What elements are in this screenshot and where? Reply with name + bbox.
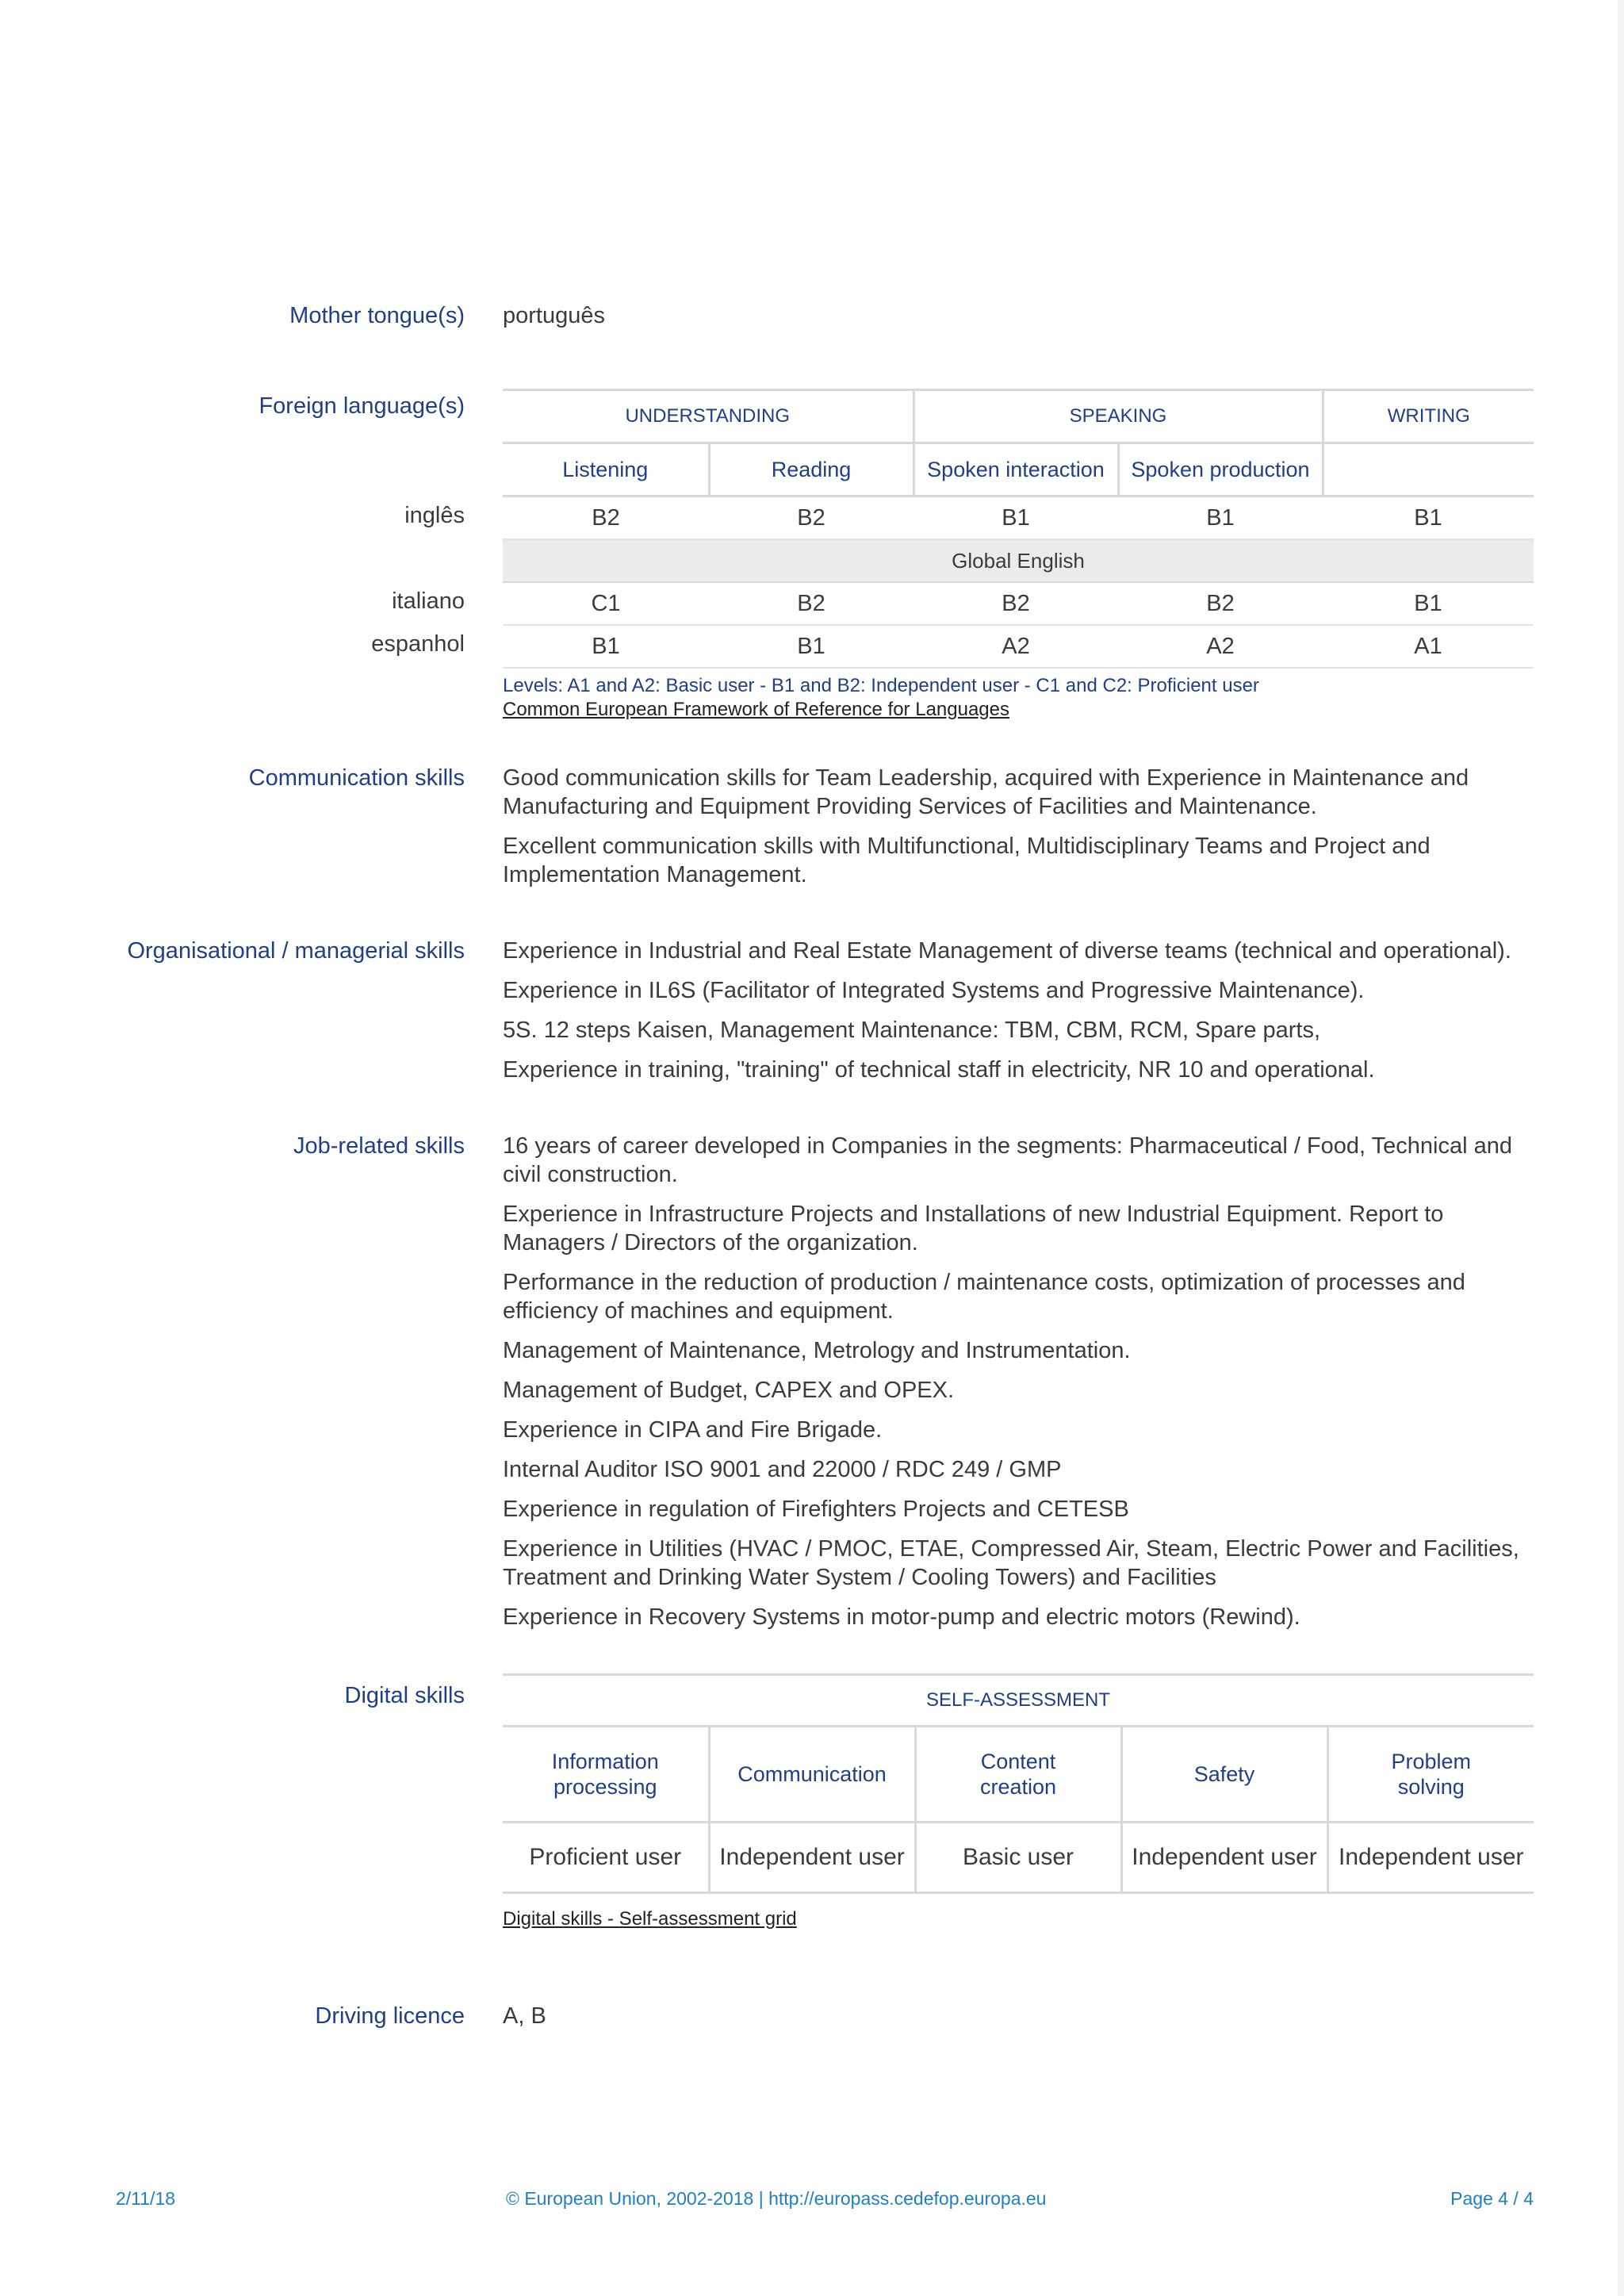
paragraph: Internal Auditor ISO 9001 and 22000 / RDC 249 / GMP bbox=[503, 1457, 1062, 1482]
paragraph: Performance in the reduction of production / maintenance costs, optimization of processes and efficiency of machines and equipment. bbox=[503, 1270, 1465, 1324]
paragraph: Excellent communication skills with Multifunctional, Multidisciplinary Teams and Project and Implementation Management. bbox=[503, 834, 1431, 887]
writing-subheader-empty bbox=[1323, 443, 1534, 496]
level-cell: B2 bbox=[709, 496, 914, 540]
paragraph: Experience in Utilities (HVAC / PMOC, ETAE, Compressed Air, Steam, Electric Power and Facilities, Treatment and Drinking Water System / Cooling Towers) and Facilities bbox=[503, 1536, 1519, 1590]
level-cell: B2 bbox=[914, 582, 1118, 625]
digital-level-cell: Independent user bbox=[1121, 1823, 1327, 1893]
footer-copyright[interactable]: © European Union, 2002-2018 | http://europass.cedefop.europa.eu bbox=[506, 2188, 1047, 2209]
self-assessment-grid-link[interactable]: Digital skills - Self-assessment grid bbox=[503, 1908, 797, 1930]
writing-header: WRITING bbox=[1323, 390, 1534, 443]
self-assessment-header-row bbox=[503, 1675, 1534, 1727]
language-table-header bbox=[503, 390, 1534, 443]
table-row bbox=[503, 1823, 1534, 1893]
paragraph: 5S. 12 steps Kaisen, Management Maintenance: TBM, CBM, RCM, Spare parts, bbox=[503, 1018, 1321, 1043]
driving-licence-label: Driving licence bbox=[315, 2003, 465, 2029]
safety-header: Safety bbox=[1121, 1727, 1327, 1823]
foreign-languages-label: Foreign language(s) bbox=[259, 393, 465, 419]
digital-skills-label: Digital skills bbox=[344, 1683, 465, 1708]
organisational-skills-content bbox=[503, 937, 1534, 1095]
paragraph: Experience in Industrial and Real Estate Management of diverse teams (technical and operational). bbox=[503, 938, 1511, 964]
paragraph: Experience in Infrastructure Projects and Installations of new Industrial Equipment. Report to Managers / Directors of the organization. bbox=[503, 1202, 1444, 1255]
level-cell: A1 bbox=[1323, 625, 1534, 668]
cefr-link[interactable]: Common European Framework of Reference for Languages bbox=[503, 699, 1009, 720]
level-cell: B1 bbox=[1118, 496, 1323, 540]
spoken-production-header: Spoken production bbox=[1118, 443, 1323, 496]
paragraph: Experience in regulation of Firefighters Projects and CETESB bbox=[503, 1497, 1129, 1522]
organisational-skills-label: Organisational / managerial skills bbox=[127, 938, 465, 964]
language-name: espanhol bbox=[371, 631, 465, 657]
paragraph: Management of Maintenance, Metrology and Instrumentation. bbox=[503, 1338, 1131, 1363]
level-cell: B1 bbox=[709, 625, 914, 668]
page-edge-shadow bbox=[1618, 0, 1624, 2296]
understanding-header: UNDERSTANDING bbox=[503, 390, 914, 443]
certificate-cell: Global English bbox=[503, 539, 1534, 582]
table-row bbox=[503, 496, 1534, 540]
paragraph: Experience in IL6S (Facilitator of Integrated Systems and Progressive Maintenance). bbox=[503, 978, 1365, 1003]
mother-tongue-label: Mother tongue(s) bbox=[289, 303, 465, 328]
digital-skills-table bbox=[503, 1673, 1534, 1894]
digital-level-cell: Basic user bbox=[915, 1823, 1121, 1893]
level-cell: B1 bbox=[1323, 496, 1534, 540]
mother-tongue-value: português bbox=[503, 303, 605, 328]
level-cell: B1 bbox=[503, 625, 709, 668]
certificate-row bbox=[503, 539, 1534, 582]
digital-skills-columns bbox=[503, 1727, 1534, 1823]
self-assessment-header: SELF-ASSESSMENT bbox=[503, 1675, 1534, 1727]
digital-level-cell: Independent user bbox=[1327, 1823, 1534, 1893]
digital-level-cell: Independent user bbox=[709, 1823, 915, 1893]
communication-header: Communication bbox=[709, 1727, 915, 1823]
content-creation-header: Content creation bbox=[915, 1727, 1121, 1823]
level-cell: A2 bbox=[1118, 625, 1323, 668]
level-cell: B2 bbox=[709, 582, 914, 625]
paragraph: 16 years of career developed in Companies in the segments: Pharmaceutical / Food, Technical and civil construction. bbox=[503, 1133, 1512, 1187]
job-related-skills-content bbox=[503, 1132, 1534, 1642]
level-cell: C1 bbox=[503, 582, 709, 625]
paragraph: Good communication skills for Team Leadership, acquired with Experience in Maintenance and Manufacturing and Equipment Providing Services of Facilities and Maintenance. bbox=[503, 765, 1469, 819]
levels-note: Levels: A1 and A2: Basic user - B1 and B2: Independent user - C1 and C2: Proficient user bbox=[503, 675, 1259, 696]
level-cell: B2 bbox=[1118, 582, 1323, 625]
communication-skills-content bbox=[503, 764, 1534, 900]
job-related-skills-label: Job-related skills bbox=[293, 1133, 465, 1159]
language-table-subheader bbox=[503, 443, 1534, 496]
level-cell: B1 bbox=[914, 496, 1118, 540]
communication-skills-label: Communication skills bbox=[248, 765, 465, 791]
paragraph: Experience in CIPA and Fire Brigade. bbox=[503, 1417, 883, 1443]
spoken-interaction-header: Spoken interaction bbox=[914, 443, 1118, 496]
table-row bbox=[503, 582, 1534, 625]
footer-date: 2/11/18 bbox=[116, 2188, 176, 2209]
paragraph: Management of Budget, CAPEX and OPEX. bbox=[503, 1378, 955, 1403]
language-name: italiano bbox=[392, 588, 465, 614]
level-cell: B2 bbox=[503, 496, 709, 540]
paragraph: Experience in Recovery Systems in motor-pump and electric motors (Rewind). bbox=[503, 1604, 1300, 1630]
paragraph: Experience in training, "training" of technical staff in electricity, NR 10 and operational. bbox=[503, 1057, 1375, 1083]
driving-licence-value: A, B bbox=[503, 2003, 546, 2029]
information-processing-header: Information processing bbox=[503, 1727, 709, 1823]
digital-level-cell: Proficient user bbox=[503, 1823, 709, 1893]
reading-header: Reading bbox=[709, 443, 914, 496]
listening-header: Listening bbox=[503, 443, 709, 496]
language-table bbox=[503, 389, 1534, 669]
language-name: inglês bbox=[404, 503, 465, 528]
speaking-header: SPEAKING bbox=[914, 390, 1323, 443]
problem-solving-header: Problem solving bbox=[1327, 1727, 1534, 1823]
level-cell: A2 bbox=[914, 625, 1118, 668]
level-cell: B1 bbox=[1323, 582, 1534, 625]
footer-page-number: Page 4 / 4 bbox=[1450, 2188, 1534, 2209]
table-row bbox=[503, 625, 1534, 668]
